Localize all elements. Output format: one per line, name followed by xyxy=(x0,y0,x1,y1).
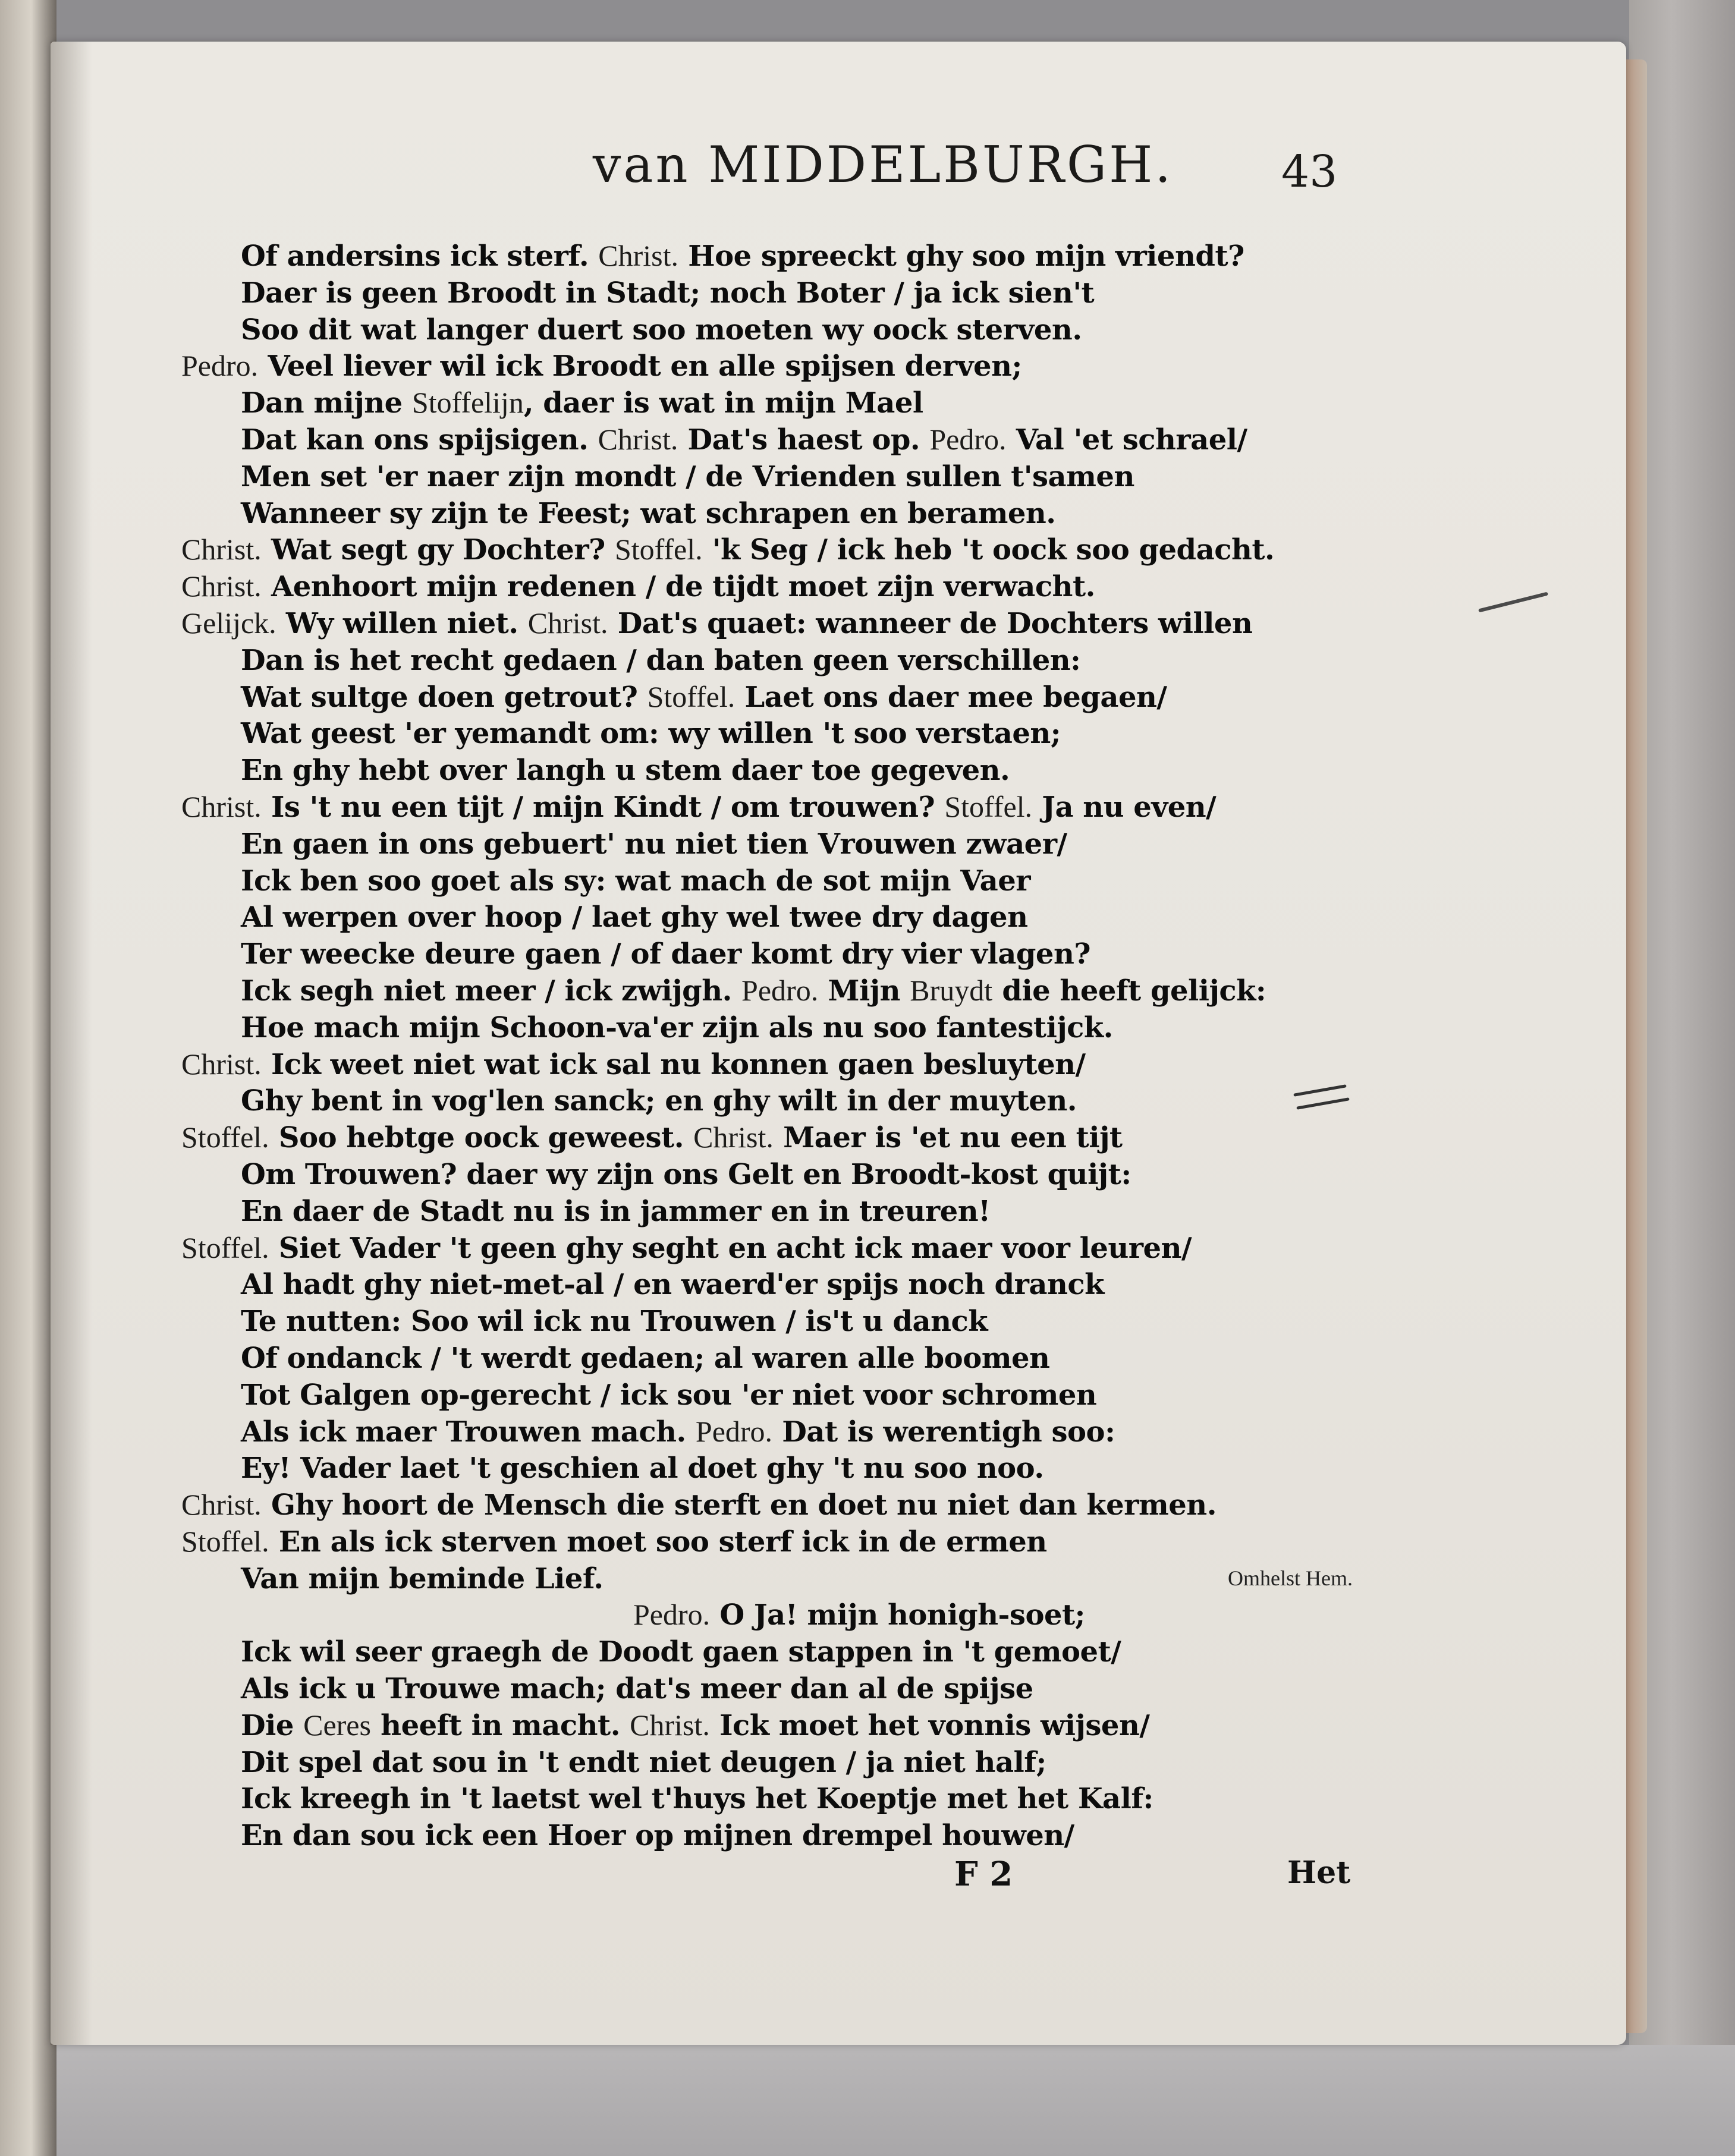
verse-line xyxy=(181,1707,1608,1744)
verse-line xyxy=(181,899,1608,936)
roman-text: Christ. xyxy=(181,533,262,566)
blackletter-text: Wanneer sy zijn te Feest; wat schrapen en beramen. xyxy=(241,496,1056,530)
blackletter-text: Mijn xyxy=(818,974,910,1008)
blackletter-text: Hoe mach mijn Schoon-va'er zijn als nu soo fantestijck. xyxy=(241,1011,1113,1044)
verse-line xyxy=(181,972,1608,1009)
blackletter-text: Te nutten: Soo wil ick nu Trouwen / is't u danck xyxy=(241,1305,988,1339)
verse-line xyxy=(181,1817,1608,1854)
blackletter-text: Om Trouwen? daer wy zijn ons Gelt en Broodt-kost quijt: xyxy=(241,1157,1131,1191)
verse-line xyxy=(181,1009,1608,1046)
roman-text: Christ. xyxy=(181,1488,262,1522)
blackletter-text: Siet Vader 't geen ghy seght en acht ick maer voor leuren/ xyxy=(269,1231,1192,1265)
blackletter-text: Val 'et schrael/ xyxy=(1006,423,1247,457)
roman-text: Bruydt xyxy=(910,973,993,1007)
verse-line xyxy=(181,238,1608,275)
page-number: 43 xyxy=(1281,146,1338,197)
roman-text: Stoffel. xyxy=(614,533,703,566)
roman-text: Christ. xyxy=(181,569,262,603)
roman-text: Christ. xyxy=(630,1708,710,1742)
blackletter-text: En gaen in ons gebuert' nu niet tien Vrouwen zwaer/ xyxy=(241,827,1067,861)
blackletter-text: Dan mijne xyxy=(241,386,412,420)
page-gutter-shadow xyxy=(51,42,92,2045)
verse-line xyxy=(181,568,1608,605)
verse-line xyxy=(181,1082,1608,1119)
book-spine xyxy=(0,0,56,2156)
roman-text: Stoffelijn xyxy=(411,386,524,420)
verse-line xyxy=(181,1450,1608,1487)
blackletter-text: Maer is 'et nu een tijt xyxy=(773,1121,1123,1155)
verse-line xyxy=(181,1597,1608,1633)
blackletter-text: Wat geest 'er yemandt om: wy willen 't soo verstaen; xyxy=(241,717,1061,751)
blackletter-text: Dat is werentigh soo: xyxy=(772,1415,1115,1449)
verse-line xyxy=(181,826,1608,863)
blackletter-text: Tot Galgen op-gerecht / ick sou 'er niet voor schromen xyxy=(241,1378,1097,1412)
blackletter-text: Dat's quaet: wanneer de Dochters willen xyxy=(608,606,1253,640)
blackletter-text: , daer is wat in mijn Mael xyxy=(523,386,923,420)
blackletter-text: Soo hebtge oock geweest. xyxy=(269,1121,694,1155)
blackletter-text: Ghy bent in vog'len sanck; en ghy wilt in der muyten. xyxy=(241,1084,1077,1118)
verse-line xyxy=(181,348,1608,385)
blackletter-text: Of ondanck / 't werdt gedaen; al waren alle boomen xyxy=(241,1341,1050,1375)
roman-text: Christ. xyxy=(181,789,262,823)
verse-line xyxy=(181,1340,1608,1377)
blackletter-text: Ja nu even/ xyxy=(1032,790,1217,824)
verse-line xyxy=(181,458,1608,495)
blackletter-text: Ick segh niet meer / ick zwijgh. xyxy=(241,974,742,1008)
blackletter-text: Ick weet niet wat ick sal nu konnen gaen besluyten/ xyxy=(261,1047,1086,1081)
roman-text: Christ. xyxy=(693,1121,774,1154)
blackletter-text: O Ja! mijn honigh-soet; xyxy=(710,1598,1085,1632)
blackletter-text: Men set 'er naer zijn mondt / de Vrienden sullen t'samen xyxy=(241,459,1134,493)
verse-line xyxy=(181,1670,1608,1707)
running-head: van MIDDELBURGH. xyxy=(592,136,1174,194)
blackletter-text: Is 't nu een tijt / mijn Kindt / om trouwen? xyxy=(261,790,945,824)
blackletter-text: Daer is geen Broodt in Stadt; noch Boter / ja ick sien't xyxy=(241,276,1095,310)
blackletter-text: die heeft gelijck: xyxy=(992,974,1266,1008)
roman-text: Ceres xyxy=(303,1708,371,1742)
page-header xyxy=(51,136,1626,213)
verse-line xyxy=(181,1524,1608,1560)
blackletter-text: Ey! Vader laet 't geschien al doet ghy 't nu soo noo. xyxy=(241,1452,1044,1485)
verse-line xyxy=(181,642,1608,679)
blackletter-text: Van mijn beminde Lief. xyxy=(241,1562,604,1595)
verse-line xyxy=(181,1266,1608,1303)
verse-line xyxy=(181,1377,1608,1414)
blackletter-text: 'k Seg / ick heb 't oock soo gedacht. xyxy=(702,533,1275,567)
book-page xyxy=(51,42,1626,2045)
roman-text: Pedro. xyxy=(633,1598,711,1632)
stage-direction: Omhelst Hem. xyxy=(1228,1566,1353,1590)
blackletter-text: Hoe spreeckt ghy soo mijn vriendt? xyxy=(678,240,1244,273)
blackletter-text: Al werpen over hoop / laet ghy wel twee dry dagen xyxy=(241,901,1028,934)
roman-text: Pedro. xyxy=(929,422,1007,456)
blackletter-text: Ick moet het vonnis wijsen/ xyxy=(709,1708,1150,1742)
blackletter-text: Ter weecke deure gaen / of daer komt dry vier vlagen? xyxy=(241,937,1090,971)
roman-text: Pedro. xyxy=(741,973,819,1007)
roman-text: Pedro. xyxy=(181,349,259,383)
verse-line xyxy=(181,311,1608,348)
blackletter-text: Ick ben soo goet als sy: wat mach de sot mijn Vaer xyxy=(241,864,1031,898)
verse-line xyxy=(181,1046,1608,1083)
verse-line xyxy=(181,1119,1608,1156)
blackletter-text: Wat segt gy Dochter? xyxy=(261,533,615,567)
blackletter-text: Veel liever wil ick Broodt en alle spijsen derven; xyxy=(258,350,1022,383)
verse-line xyxy=(181,752,1608,789)
roman-text: Stoffel. xyxy=(647,679,736,713)
roman-text: Stoffel. xyxy=(181,1121,269,1154)
blackletter-text: Laet ons daer mee begaen/ xyxy=(735,680,1167,714)
blackletter-text: En als ick sterven moet soo sterf ick in de ermen xyxy=(269,1525,1047,1559)
blackletter-text: Soo dit wat langer duert soo moeten wy oock sterven. xyxy=(241,313,1082,347)
blackletter-text: Dan is het recht gedaen / dan baten geen verschillen: xyxy=(241,643,1081,677)
roman-text: Gelijck. xyxy=(181,606,276,640)
blackletter-text: Dat's haest op. xyxy=(678,423,930,457)
verse-line xyxy=(181,1303,1608,1340)
roman-text: Christ. xyxy=(181,1047,262,1081)
blackletter-text: Ick kreegh in 't laetst wel t'huys het Koeptje met het Kalf: xyxy=(241,1782,1153,1816)
roman-text: Christ. xyxy=(598,239,679,272)
background-bottom xyxy=(0,2045,1735,2156)
verse-line xyxy=(181,605,1608,642)
verse-line xyxy=(181,275,1608,311)
roman-text: Christ. xyxy=(527,606,608,640)
blackletter-text: Wy willen niet. xyxy=(276,606,528,640)
blackletter-text: Dat kan ons spijsigen. xyxy=(241,423,598,457)
verse-line xyxy=(181,531,1608,568)
verse-line xyxy=(181,421,1608,458)
verse-line xyxy=(181,1744,1608,1781)
blackletter-text: Al hadt ghy niet-met-al / en waerd'er spijs noch dranck xyxy=(241,1268,1104,1302)
verse-line xyxy=(181,1780,1608,1817)
roman-text: Christ. xyxy=(598,422,678,456)
verse-line xyxy=(181,789,1608,826)
verse-line xyxy=(181,495,1608,532)
blackletter-text: Wat sultge doen getrout? xyxy=(241,680,648,714)
roman-text: Stoffel. xyxy=(181,1230,269,1264)
roman-text: Stoffel. xyxy=(944,789,1033,823)
blackletter-text: Ghy hoort de Mensch die sterft en doet nu niet dan kermen. xyxy=(261,1488,1217,1522)
signature-mark: F 2 xyxy=(954,1855,1013,1894)
verse-line xyxy=(181,1193,1608,1230)
blackletter-text: Dit spel dat sou in 't endt niet deugen / ja niet half; xyxy=(241,1745,1046,1779)
blackletter-text: Als ick maer Trouwen mach. xyxy=(241,1415,696,1449)
blackletter-text: heeft in macht. xyxy=(370,1708,630,1742)
verse-line xyxy=(181,385,1608,421)
blackletter-text: Of andersins ick sterf. xyxy=(241,240,599,273)
blackletter-text: Aenhoort mijn redenen / de tijdt moet zijn verwacht. xyxy=(261,570,1095,604)
page-footer xyxy=(51,1855,1626,1914)
blackletter-text: Ick wil seer graegh de Doodt gaen stappen in 't gemoet/ xyxy=(241,1635,1121,1669)
verse-line xyxy=(181,936,1608,972)
roman-text: Stoffel. xyxy=(181,1524,269,1558)
verse-line xyxy=(181,715,1608,752)
verse-line xyxy=(181,1230,1608,1267)
verse-text-block xyxy=(181,238,1608,1854)
verse-line xyxy=(181,679,1608,716)
blackletter-text: En ghy hebt over langh u stem daer toe gegeven. xyxy=(241,754,1010,788)
verse-line xyxy=(181,1487,1608,1524)
blackletter-text: En dan sou ick een Hoer op mijnen drempel houwen/ xyxy=(241,1819,1074,1853)
verse-line xyxy=(181,863,1608,899)
blackletter-text: En daer de Stadt nu is in jammer en in treuren! xyxy=(241,1194,991,1228)
verse-line xyxy=(181,1156,1608,1193)
verse-line xyxy=(181,1414,1608,1450)
blackletter-text: Die xyxy=(241,1708,304,1742)
verse-line xyxy=(181,1560,1608,1597)
catchword: Het xyxy=(1287,1855,1351,1891)
roman-text: Pedro. xyxy=(695,1414,773,1448)
verse-line xyxy=(181,1633,1608,1670)
blackletter-text: Als ick u Trouwe mach; dat's meer dan al de spijse xyxy=(241,1672,1033,1706)
